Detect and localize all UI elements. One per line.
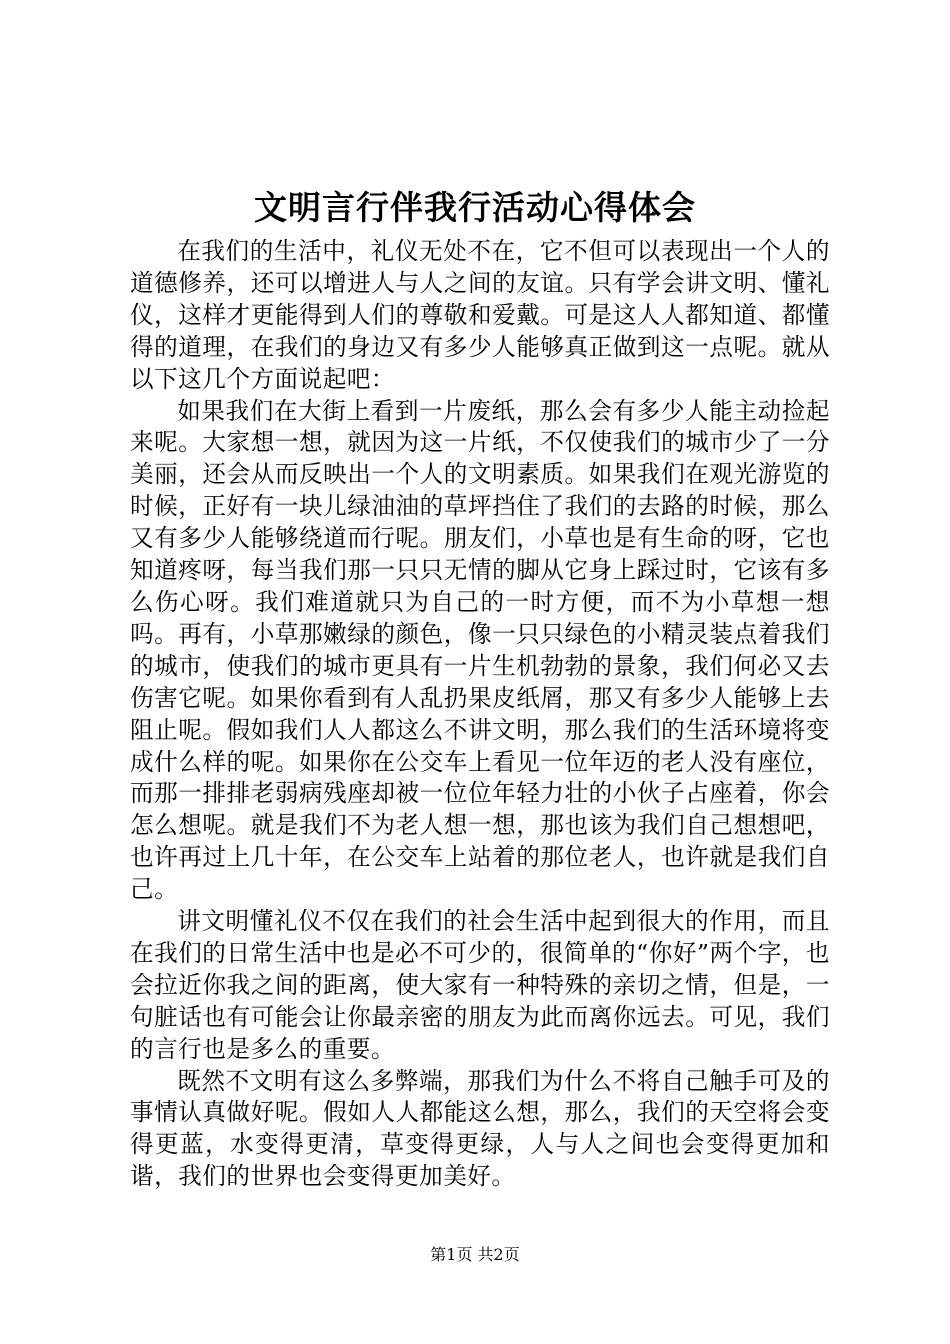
document-title: 文明言行伴我行活动心得体会	[254, 188, 696, 227]
document-body	[130, 236, 830, 1193]
page-indicator: 第1页 共2页	[430, 1245, 520, 1264]
paragraph-2: 如果我们在大街上看到一片废纸，那么会有多少人能主动捡起来呢。大家想一想，就因为这一片纸，不仅使我们的城市少了一分美丽，还会从而反映出一个人的文明素质。如果我们在观光游览的时候，正好有一块儿绿油油的草坪挡住了我们的去路的时候，那么又有多少人能够绕道而行呢。朋友们，小草也是有生命的呀，它也知道疼呀，每当我们那一只只无情的脚从它身上踩过时，它该有多么伤心呀。我们难道就只为自己的一时方便，而不为小草想一想吗。再有，小草那嫩绿的颜色，像一只只绿色的小精灵装点着我们的城市，使我们的城市更具有一片生机勃勃的景象，我们何必又去伤害它呢。如果你看到有人乱扔果皮纸屑，那又有多少人能够上去阻止呢。假如我们人人都这么不讲文明，那么我们的生活环境将变成什么样的呢。如果你在公交车上看见一位年迈的老人没有座位，而那一排排老弱病残座却被一位位年轻力壮的小伙子占座着，你会怎么想呢。就是我们不为老人想一想，那也该为我们自己想想吧，也许再过上几十年，在公交车上站着的那位老人，也许就是我们自己。	[130, 396, 830, 904]
page-footer	[0, 1244, 950, 1266]
paragraph-4: 既然不文明有这么多弊端，那我们为什么不将自己触手可及的事情认真做好呢。假如人人都能这么想，那么，我们的天空将会变得更蓝，水变得更清，草变得更绿，人与人之间也会变得更加和谐，我们的世界也会变得更加美好。	[130, 1066, 830, 1191]
paragraph-1: 在我们的生活中，礼仪无处不在，它不但可以表现出一个人的道德修养，还可以增进人与人之间的友谊。只有学会讲文明、懂礼仪，这样才更能得到人们的尊敬和爱戴。可是这人人都知道、都懂得的道理，在我们的身边又有多少人能够真正做到这一点呢。就从以下这几个方面说起吧：	[130, 237, 830, 393]
paragraph-3: 讲文明懂礼仪不仅在我们的社会生活中起到很大的作用，而且在我们的日常生活中也是必不可少的，很简单的“你好”两个字，也会拉近你我之间的距离，使大家有一种特殊的亲切之情，但是，一句脏话也有可能会让你最亲密的朋友为此而离你远去。可见，我们的言行也是多么的重要。	[130, 907, 830, 1063]
